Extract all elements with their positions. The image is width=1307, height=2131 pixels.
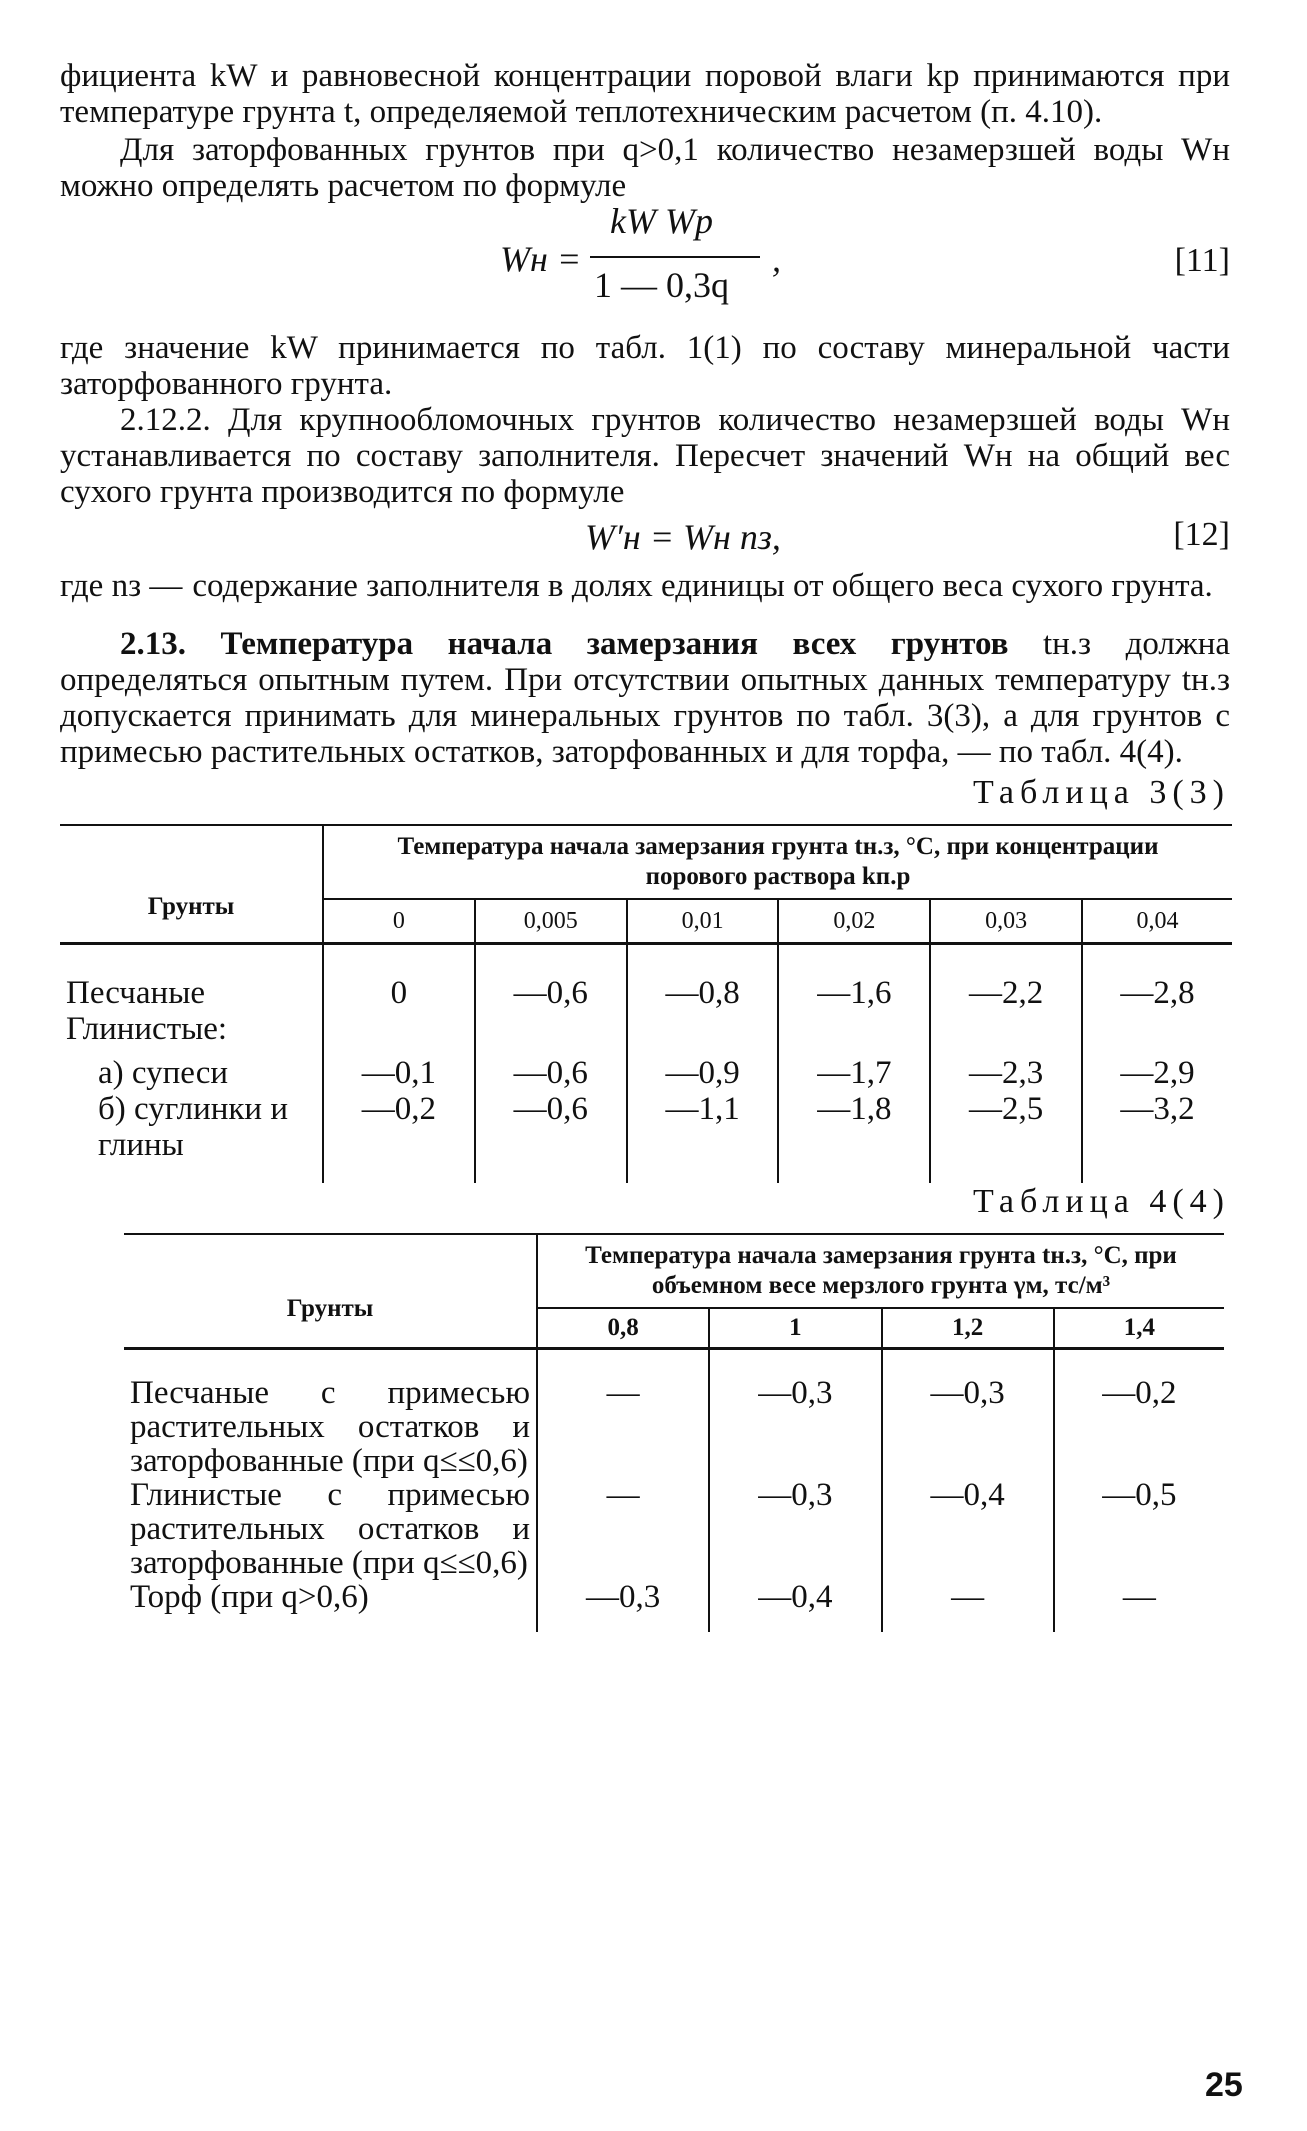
formula-11: [60, 201, 1230, 324]
formula-12-number: [12]: [1173, 516, 1230, 553]
cell: —0,6: [475, 1091, 627, 1183]
cell: —0,9: [627, 1047, 779, 1091]
cell: —: [537, 1349, 709, 1479]
cell: —2,8: [1082, 944, 1232, 1012]
formula-11-numerator: kW Wр: [610, 201, 713, 241]
row-name: а) супеси: [98, 1055, 229, 1091]
cell: —2,3: [930, 1047, 1082, 1091]
cell: —0,3: [537, 1580, 709, 1632]
paragraph-2: Для заторфованных грунтов при q>0,1 количество незамерзшей воды Wн можно определять расчетом по формуле: [60, 132, 1230, 204]
row-name: Торф (при q>0,6): [130, 1579, 369, 1615]
table-4-caption: Таблица 4(4): [972, 1183, 1230, 1220]
formula-11-number: [11]: [1174, 242, 1230, 279]
cell: —2,5: [930, 1091, 1082, 1183]
row-name: Глинистые с примесью растительных остатков и заторфованные (при q≤≤0,6): [130, 1477, 530, 1581]
table-4-col-header: Грунты: [286, 1295, 374, 1322]
fraction-bar: [590, 256, 760, 258]
cell: —0,8: [627, 944, 779, 1012]
cell: —: [1054, 1580, 1224, 1632]
table-4-density-header: 1,4: [1054, 1308, 1224, 1349]
table-3-conc-header: 0,03: [930, 899, 1082, 944]
formula-11-comma: ,: [772, 239, 781, 279]
page-content: [60, 58, 1230, 1632]
cell: —0,4: [882, 1478, 1054, 1580]
paragraph-1: фициента kW и равновесной концентрации поровой влаги kр принимаются при температуре грунта t, определяемой теплотехническим расчетом (п. 4.10).: [60, 58, 1230, 130]
cell: —0,6: [475, 1047, 627, 1091]
table-3-col-header: Грунты: [147, 893, 235, 920]
table-3-conc-header: 0,005: [475, 899, 627, 944]
cell: —1,8: [778, 1091, 930, 1183]
cell: —0,5: [1054, 1478, 1224, 1580]
cell: —0,1: [323, 1047, 475, 1091]
table-row: [124, 1349, 1224, 1479]
table-4-density-header: 0,8: [537, 1308, 709, 1349]
table-3-conc-header: 0: [323, 899, 475, 944]
paragraph-3: где значение kW принимается по табл. 1(1) по составу минеральной части заторфованного грунта.: [60, 330, 1230, 402]
page-number: 25: [1205, 2066, 1243, 2104]
row-name: Глинистые:: [66, 1011, 228, 1047]
table-row: [124, 1478, 1224, 1580]
table-row: [124, 1580, 1224, 1632]
table-3-conc-header: 0,04: [1082, 899, 1232, 944]
cell: —0,3: [709, 1349, 881, 1479]
paragraph-4: 2.12.2. Для крупнообломочных грунтов количество незамерзшей воды Wн устанавливается по составу заполнителя. Пересчет значений Wн на общий вес сухого грунта производится по формуле: [60, 402, 1230, 510]
row-name: б) суглинки и глины: [98, 1091, 288, 1163]
table-row: [60, 944, 1232, 1012]
table-3-conc-header: 0,01: [627, 899, 779, 944]
table-4: [124, 1233, 1224, 1632]
cell: —1,7: [778, 1047, 930, 1091]
where-clause: [60, 568, 1230, 604]
table-4-density-header: 1,2: [882, 1308, 1054, 1349]
table-row: [60, 1011, 1232, 1047]
cell: —0,2: [1054, 1349, 1224, 1479]
cell: —0,4: [709, 1580, 881, 1632]
formula-12: [60, 510, 1230, 568]
cell: —0,6: [475, 944, 627, 1012]
cell: 0: [323, 944, 475, 1012]
table-4-group-header: Температура начала замерзания грунта tн.з, °С, при объемном весе мерзлого грунта γм, тс/м³: [537, 1234, 1224, 1308]
formula-11-denominator: 1 — 0,3q: [594, 265, 729, 305]
cell: —2,9: [1082, 1047, 1232, 1091]
formula-12-expression: W′н = Wн nз,: [585, 517, 781, 557]
cell: —: [537, 1478, 709, 1580]
where-text: содержание заполнителя в долях единицы от общего веса сухого грунта.: [192, 568, 1213, 604]
table-3: [60, 824, 1232, 1183]
table-3-conc-header: 0,02: [778, 899, 930, 944]
table-row: [60, 1047, 1232, 1091]
cell: —: [882, 1580, 1054, 1632]
cell: —2,2: [930, 944, 1082, 1012]
table-row: [60, 1091, 1232, 1183]
table-4-density-header: 1: [709, 1308, 881, 1349]
cell: —1,6: [778, 944, 930, 1012]
cell: —0,3: [709, 1478, 881, 1580]
table-3-group-header: Температура начала замерзания грунта tн.з, °С, при концентрации порового раствора kп.р: [323, 825, 1232, 899]
table-3-caption: Таблица 3(3): [972, 774, 1230, 811]
section-text-2-13: tн.з должна определяться опытным путем. При отсутствии опытных данных температуру tн.з допускается принимать для минеральных грунтов по табл. 3(3), а для грунтов с примесью растительных остатков, заторфованных и для торфа, — по табл. 4(4).: [60, 626, 1231, 770]
cell: —0,3: [882, 1349, 1054, 1479]
paragraph-2-13: [60, 626, 1230, 770]
where-label: где nз —: [60, 568, 183, 604]
cell: —0,2: [323, 1091, 475, 1183]
row-name: Песчаные с примесью растительных остатков и заторфованные (при q≤≤0,6): [130, 1375, 530, 1479]
cell: —3,2: [1082, 1091, 1232, 1183]
cell: —1,1: [627, 1091, 779, 1183]
formula-11-lhs: Wн =: [500, 239, 582, 279]
section-heading-2-13: 2.13. Температура начала замерзания всех грунтов: [120, 626, 1009, 662]
row-name: Песчаные: [66, 975, 206, 1011]
